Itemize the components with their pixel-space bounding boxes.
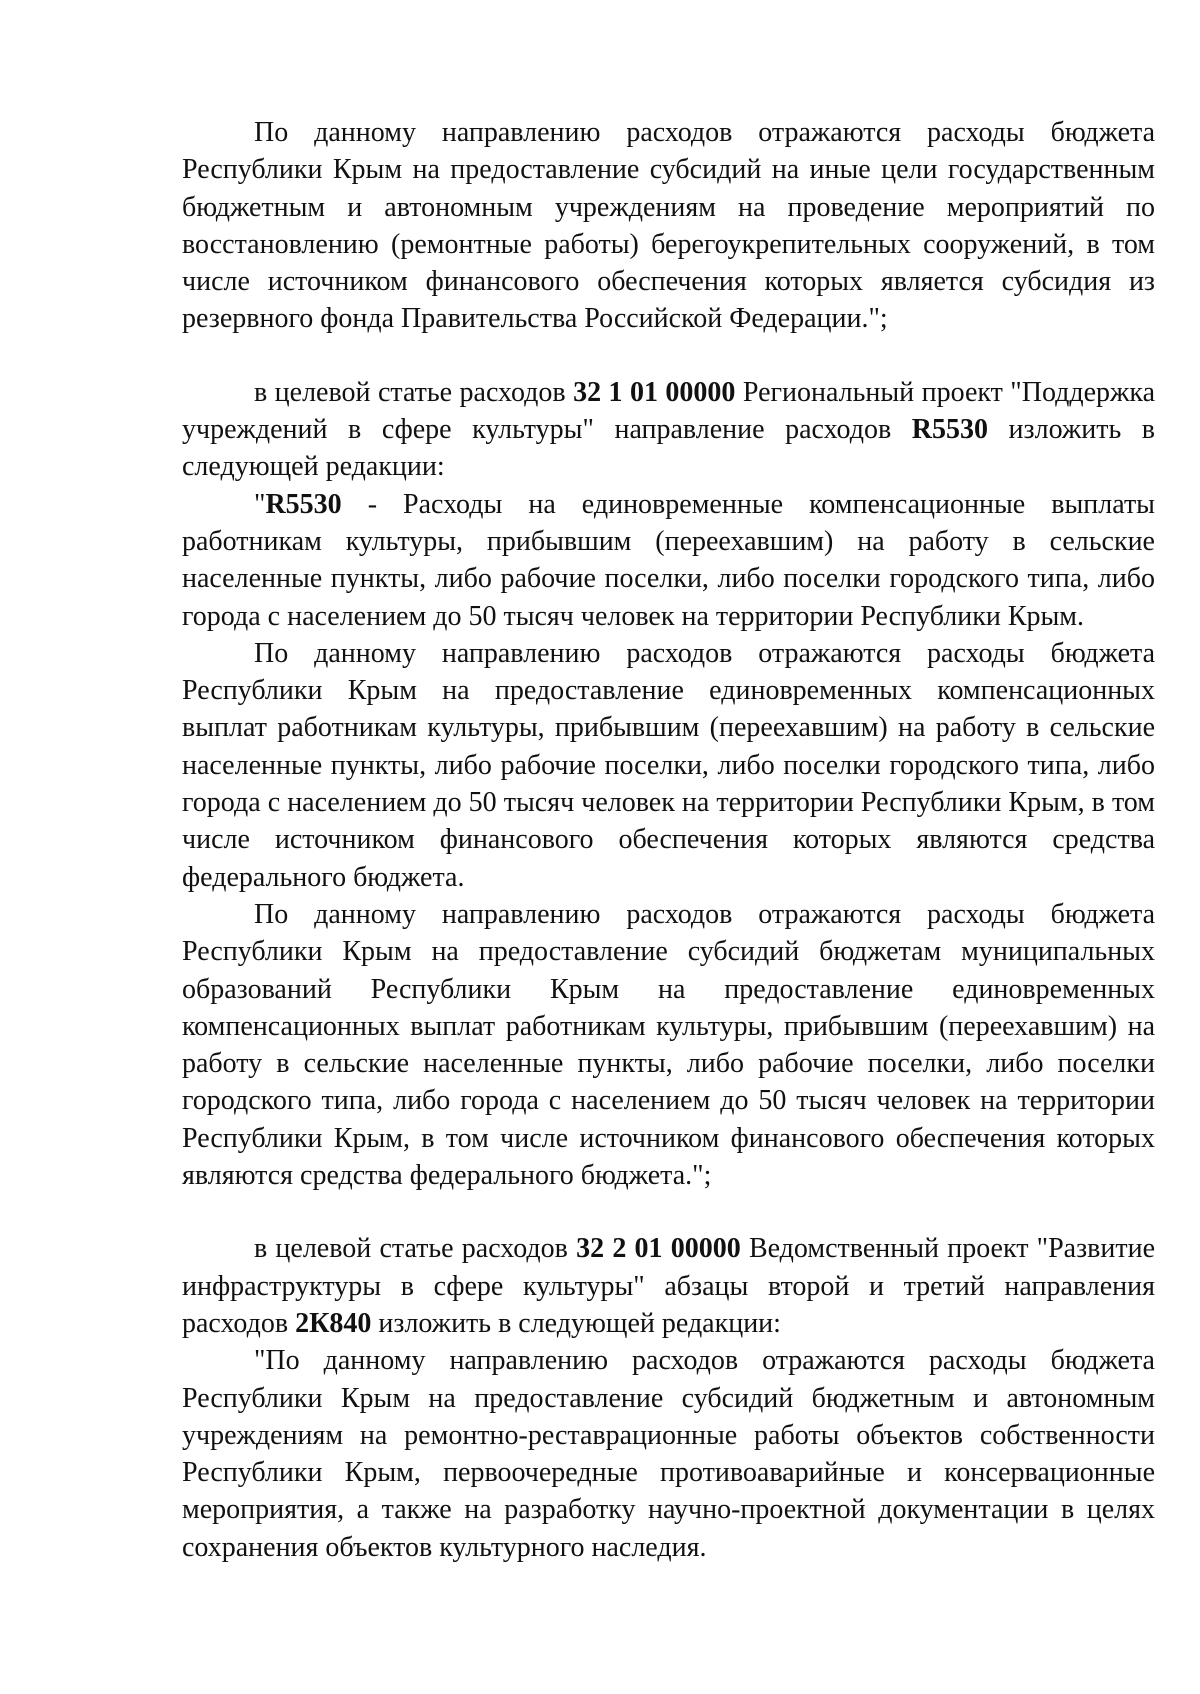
paragraph-3-text: - Расходы на единовременные компенсационные выплаты работникам культуры, прибывшим (переехавшим) на работу в сельские населенные пункты, либо рабочие поселки, либо поселки городского типа, либо города с населением до 50 тысяч человек на территории Республики Крым.	[182, 488, 1155, 632]
paragraph-6	[182, 1230, 1155, 1342]
paragraph-4-text: По данному направлению расходов отражаются расходы бюджета Республики Крым на предоставление единовременных компенсационных выплат работникам культуры, прибывшим (переехавшим) на работу в сельские населенные пункты, либо рабочие поселки, либо поселки городского типа, либо города с населением до 50 тысяч человек на территории Республики Крым, в том числе источником финансового обеспечения которых являются средства федерального бюджета.	[182, 637, 1155, 893]
paragraph-4	[182, 635, 1155, 896]
paragraph-5-text: По данному направлению расходов отражаются расходы бюджета Республики Крым на предоставление субсидий бюджетам муниципальных образований Республики Крым на предоставление единовременных компенсационных выплат работникам культуры, прибывшим (переехавшим) на работу в сельские населенные пункты, либо рабочие поселки, либо поселки городского типа, либо города с населением до 50 тысяч человек на территории Республики Крым, в том числе источником финансового обеспечения которых являются средства федерального бюджета.";	[182, 898, 1155, 1192]
paragraph-2-text-c: изложить в следующей редакции:	[182, 414, 1155, 483]
paragraph-6-text-b: Ведомственный проект "Развитие инфраструктуры в сфере культуры" абзацы второй и третий направления расходов	[182, 1233, 1156, 1339]
paragraph-7-text: "По данному направлению расходов отражаются расходы бюджета Республики Крым на предоставление субсидий бюджетным и автономным учреждениям на ремонтно-реставрационные работы объектов собственности Республики Крым, первоочередные противоаварийные и консервационные мероприятия, а также на разработку научно-проектной документации в целях сохранения объектов культурного наследия.	[182, 1345, 1155, 1563]
paragraph-2-text-b: Региональный проект "Поддержка учреждений в сфере культуры" направление расходов	[182, 376, 1156, 446]
paragraph-3-quote: "	[254, 488, 266, 520]
document-body	[182, 114, 1155, 1566]
paragraph-1-text: По данному направлению расходов отражаются расходы бюджета Республики Крым на предоставление субсидий на иные цели государственным бюджетным и автономным учреждениям на проведение мероприятий по восстановлению (ремонтные работы) берегоукрепительных сооружений, в том числе источником финансового обеспечения которых является субсидия из резервного фонда Правительства Российской Федерации.";	[182, 117, 1155, 335]
target-article-code-1: 32 1 01 00000	[573, 376, 736, 408]
expense-direction-code-r5530: R5530	[911, 414, 988, 446]
paragraph-2	[182, 374, 1155, 486]
paragraph-2-text-a: в целевой статье расходов	[254, 376, 574, 408]
paragraph-6-text-c: изложить в следующей редакции:	[371, 1307, 781, 1339]
paragraph-6-text-a: в целевой статье расходов	[254, 1233, 577, 1265]
paragraph-5	[182, 896, 1155, 1194]
target-article-code-2: 32 2 01 00000	[576, 1233, 741, 1265]
expense-direction-code-2k840: 2К840	[295, 1307, 372, 1339]
paragraph-3	[182, 486, 1155, 635]
expense-direction-code-r5530-heading: R5530	[265, 488, 342, 520]
paragraph-7	[182, 1342, 1155, 1566]
paragraph-1	[182, 114, 1155, 338]
